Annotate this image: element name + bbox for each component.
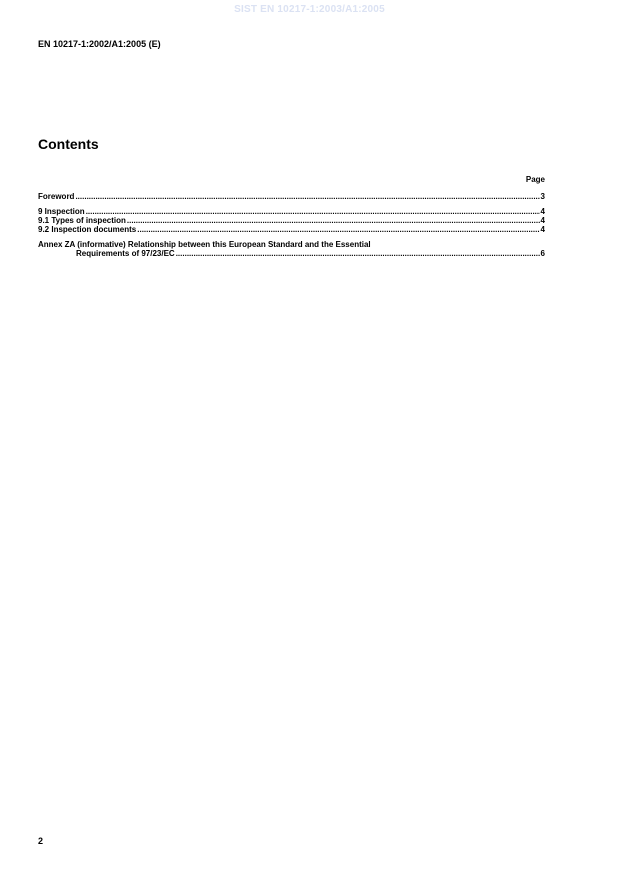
toc-entry-page: 6 — [540, 249, 545, 258]
dot-leader — [127, 216, 540, 225]
toc-entry-types-of-inspection[interactable] — [38, 216, 545, 225]
dot-leader — [75, 192, 539, 201]
toc-entry-inspection[interactable] — [38, 207, 545, 216]
page-number: 2 — [38, 836, 44, 846]
watermark: SIST EN 10217-1:2003/A1:2005 — [234, 4, 385, 15]
toc-entry-page: 4 — [540, 216, 545, 225]
toc-entry-foreword[interactable] — [38, 192, 545, 201]
toc-entry-page: 3 — [540, 192, 545, 201]
toc-entry-label: Foreword — [38, 192, 75, 201]
dot-leader — [176, 249, 540, 258]
toc-entry-label: 9.2 Inspection documents — [38, 225, 137, 234]
dot-leader — [86, 207, 540, 216]
toc-entry-annex-za[interactable] — [38, 240, 545, 258]
contents-title: Contents — [38, 136, 99, 152]
toc-entry-label: Requirements of 97/23/EC — [76, 249, 175, 258]
toc-entry-inspection-documents[interactable] — [38, 225, 545, 234]
table-of-contents — [38, 175, 545, 258]
toc-entry-page: 4 — [540, 207, 545, 216]
toc-entry-continuation — [38, 249, 545, 258]
toc-entry-label: 9 Inspection — [38, 207, 85, 216]
toc-entry-page: 4 — [540, 225, 545, 234]
dot-leader — [137, 225, 539, 234]
document-header: EN 10217-1:2002/A1:2005 (E) — [38, 39, 161, 49]
page-column-heading: Page — [525, 175, 545, 184]
toc-entry-label: 9.1 Types of inspection — [38, 216, 126, 225]
toc-entry-label: Annex ZA (informative) Relationship between this European Standard and the Essential — [38, 240, 371, 249]
